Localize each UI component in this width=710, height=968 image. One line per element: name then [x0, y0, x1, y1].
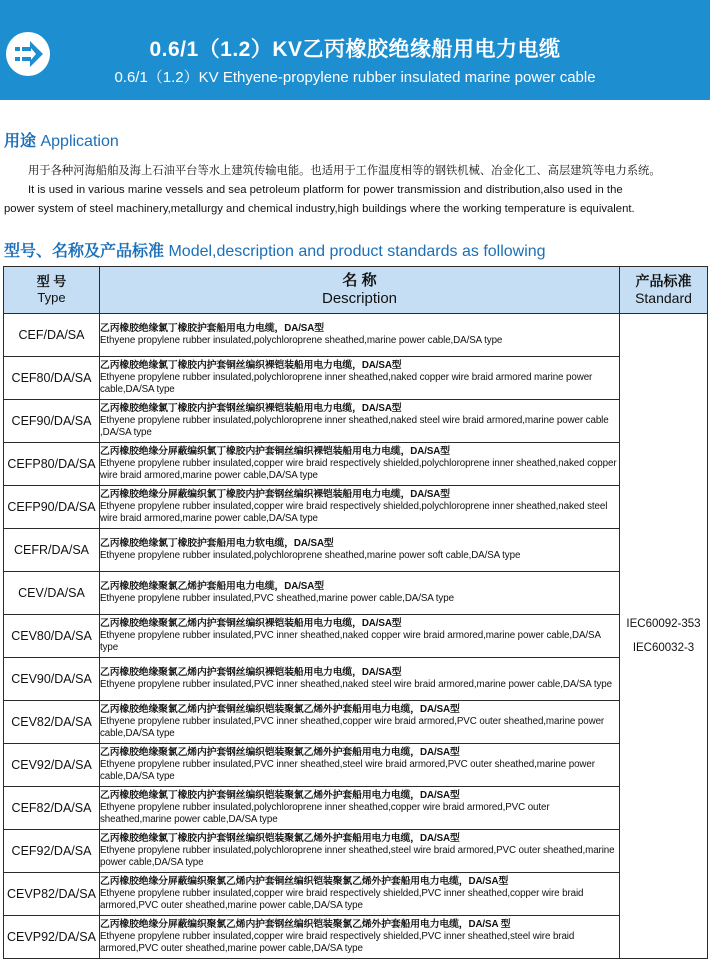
description-en: Ethyene propylene rubber insulated,copper wire braid respectively shielded,PVC inner sheathed,copper wire braid armored,PVC outer sheathed,marine power cable,DA/SA type	[100, 888, 584, 911]
description-en: Ethyene propylene rubber insulated,PVC sheathed,marine power cable,DA/SA type	[100, 593, 454, 604]
standard-value: IEC60092-353	[626, 618, 701, 630]
table-row	[4, 744, 708, 787]
table-row	[4, 529, 708, 572]
model-type-cell: CEF82/DA/SA	[4, 787, 100, 830]
application-text-cn: 用于各种河海船舶及海上石油平台等水上建筑传输电能。也适用于工作温度相等的钢铁机械、冶金化工、高层建筑等电力系统。	[28, 165, 661, 177]
description-cell	[100, 701, 620, 744]
description-column-header	[100, 267, 620, 314]
standard-value: IEC60032-3	[632, 642, 695, 654]
application-text-en-2: power system of steel machinery,metallurgy and chemical industry,high buildings where the working temperature is equivalent.	[4, 203, 635, 215]
description-cn: 乙丙橡胶绝缘聚氯乙烯护套船用电力电缆，DA/SA型	[100, 581, 324, 592]
description-cn: 乙丙橡胶绝缘氯丁橡胶内护套钢丝编织铠装聚氯乙烯外护套船用电力电缆，DA/SA型	[100, 833, 460, 844]
description-cell	[100, 357, 620, 400]
description-cn: 乙丙橡胶绝缘分屏蔽编织氯丁橡胶内护套铜丝编织裸铠装船用电力电缆，DA/SA型	[100, 446, 450, 457]
model-type-cell: CEVP82/DA/SA	[4, 873, 100, 916]
description-en: Ethyene propylene rubber insulated,PVC inner sheathed,steel wire braid armored,PVC outer sheathed,marine power cable,DA/SA type	[100, 759, 595, 782]
table-row	[4, 357, 708, 400]
description-en: Ethyene propylene rubber insulated,polychloroprene inner sheathed,copper wire braid armored,PVC outer sheathed,marine power cable,DA/SA type	[100, 802, 550, 825]
description-cell	[100, 486, 620, 529]
description-en: Ethyene propylene rubber insulated,polychloroprene sheathed,marine power cable,DA/SA type	[100, 335, 503, 346]
application-heading-en: Application	[40, 133, 119, 150]
description-cn: 乙丙橡胶绝缘聚氯乙烯内护套铜丝编织裸铠装船用电力电缆，DA/SA型	[100, 618, 402, 629]
description-en: Ethyene propylene rubber insulated,polychloroprene inner sheathed,naked steel wire braid armored,marine power cable ,DA/SA type	[100, 415, 609, 438]
type-header-en: Type	[37, 290, 66, 305]
model-type-cell: CEV80/DA/SA	[4, 615, 100, 658]
standard-cell	[620, 314, 708, 959]
table-row	[4, 830, 708, 873]
description-cn: 乙丙橡胶绝缘氯丁橡胶内护套铜丝编织铠装聚氯乙烯外护套船用电力电缆，DA/SA型	[100, 790, 460, 801]
description-cell	[100, 916, 620, 959]
model-type-cell: CEF80/DA/SA	[4, 357, 100, 400]
title-banner	[0, 0, 710, 100]
description-cn: 乙丙橡胶绝缘氯丁橡胶内护套钢丝编织裸铠装船用电力电缆，DA/SA型	[100, 403, 402, 414]
application-text-en-1: It is used in various marine vessels and sea petroleum platform for power transmission and distribution,also used in the	[28, 184, 623, 196]
standard-header-cn: 产品标准	[635, 273, 692, 289]
description-header-en: Description	[321, 290, 398, 307]
description-en: Ethyene propylene rubber insulated,polychloroprene inner sheathed,steel wire braid armored,PVC outer sheathed,marine power cable,DA/SA type	[100, 845, 615, 868]
application-heading	[4, 128, 119, 151]
product-table	[3, 266, 708, 959]
table-row	[4, 443, 708, 486]
description-cell	[100, 572, 620, 615]
standard-header-en: Standard	[635, 290, 692, 306]
table-row	[4, 615, 708, 658]
page-title: 0.6/1（1.2）KV乙丙橡胶绝缘船用电力电缆	[149, 38, 561, 61]
table-row	[4, 400, 708, 443]
description-en: Ethyene propylene rubber insulated,PVC inner sheathed,naked steel wire braid armored,marine power cable,DA/SA type	[100, 679, 612, 690]
model-type-cell: CEFR/DA/SA	[4, 529, 100, 572]
description-cn: 乙丙橡胶绝缘分屏蔽编织氯丁橡胶内护套钢丝编织裸铠装船用电力电缆，DA/SA型	[100, 489, 450, 500]
description-cell	[100, 744, 620, 787]
description-cell	[100, 658, 620, 701]
model-type-cell: CEFP80/DA/SA	[4, 443, 100, 486]
description-en: Ethyene propylene rubber insulated,PVC inner sheathed,copper wire braid armored,PVC outer sheathed,marine power cable,DA/SA type	[100, 716, 605, 739]
model-type-cell: CEFP90/DA/SA	[4, 486, 100, 529]
description-cn: 乙丙橡胶绝缘氯丁橡胶护套船用电力软电缆，DA/SA型	[100, 538, 334, 549]
description-en: Ethyene propylene rubber insulated,copper wire braid respectively shielded,PVC inner sheathed,steel wire braid armored,PVC outer sheathed,marine power cable,DA/SA type	[100, 931, 575, 954]
description-en: Ethyene propylene rubber insulated,polychloroprene inner sheathed,naked copper wire braid armored marine power cable,DA/SA type	[100, 372, 593, 395]
table-header-row	[4, 267, 708, 314]
description-cell	[100, 443, 620, 486]
table-row	[4, 572, 708, 615]
model-type-cell: CEV92/DA/SA	[4, 744, 100, 787]
table-body	[4, 314, 708, 959]
description-cn: 乙丙橡胶绝缘聚氯乙烯内护套钢丝编织裸铠装船用电力电缆，DA/SA型	[100, 667, 402, 678]
description-cn: 乙丙橡胶绝缘分屏蔽编织聚氯乙烯内护套钢丝编织铠装聚氯乙烯外护套船用电力电缆，DA/SA 型	[100, 919, 511, 930]
description-cell	[100, 529, 620, 572]
description-cell	[100, 787, 620, 830]
standard-column-header	[620, 267, 708, 314]
model-type-cell: CEVP92/DA/SA	[4, 916, 100, 959]
description-en: Ethyene propylene rubber insulated,copper wire braid respectively shielded,polychloroprene inner sheathed,naked copper wire braid armored,marine power cable,DA/SA type	[100, 458, 617, 481]
page-subtitle: 0.6/1（1.2）KV Ethyene-propylene rubber insulated marine power cable	[114, 69, 596, 86]
table-row	[4, 873, 708, 916]
table-row	[4, 314, 708, 357]
models-heading-cn: 型号、名称及产品标准	[4, 243, 165, 260]
description-en: Ethyene propylene rubber insulated,polychloroprene sheathed,marine power soft cable,DA/SA type	[100, 550, 521, 561]
table-row	[4, 916, 708, 959]
description-header-cn: 名 称	[342, 272, 377, 289]
description-en: Ethyene propylene rubber insulated,copper wire braid respectively shielded,polychloroprene inner sheathed,naked steel wire braid armored,marine power cable,DA/SA type	[100, 501, 608, 524]
description-cell	[100, 615, 620, 658]
model-type-cell: CEF90/DA/SA	[4, 400, 100, 443]
model-type-cell: CEF/DA/SA	[4, 314, 100, 357]
description-cell	[100, 873, 620, 916]
description-cell	[100, 314, 620, 357]
description-cell	[100, 830, 620, 873]
type-header-cn: 型 号	[36, 274, 67, 289]
application-text	[4, 162, 708, 219]
model-type-cell: CEV82/DA/SA	[4, 701, 100, 744]
description-cn: 乙丙橡胶绝缘聚氯乙烯内护套钢丝编织铠装聚氯乙烯外护套船用电力电缆，DA/SA型	[100, 747, 460, 758]
table-row	[4, 658, 708, 701]
type-column-header	[4, 267, 100, 314]
models-heading-en: Model,description and product standards as following	[168, 243, 546, 260]
model-type-cell: CEV/DA/SA	[4, 572, 100, 615]
table-row	[4, 701, 708, 744]
model-type-cell: CEF92/DA/SA	[4, 830, 100, 873]
table-row	[4, 486, 708, 529]
description-cell	[100, 400, 620, 443]
model-type-cell: CEV90/DA/SA	[4, 658, 100, 701]
description-cn: 乙丙橡胶绝缘氯丁橡胶内护套铜丝编织裸铠装船用电力电缆，DA/SA型	[100, 360, 402, 371]
description-cn: 乙丙橡胶绝缘氯丁橡胶护套船用电力电缆，DA/SA型	[100, 323, 324, 334]
models-heading	[4, 238, 546, 261]
description-cn: 乙丙橡胶绝缘分屏蔽编织聚氯乙烯内护套铜丝编织铠装聚氯乙烯外护套船用电力电缆，DA/SA型	[100, 876, 509, 887]
description-en: Ethyene propylene rubber insulated,PVC inner sheathed,naked copper wire braid armored,marine power cable,DA/SA type	[100, 630, 601, 653]
application-heading-cn: 用途	[4, 133, 37, 150]
table-row	[4, 787, 708, 830]
description-cn: 乙丙橡胶绝缘聚氯乙烯内护套铜丝编织铠装聚氯乙烯外护套船用电力电缆，DA/SA型	[100, 704, 460, 715]
